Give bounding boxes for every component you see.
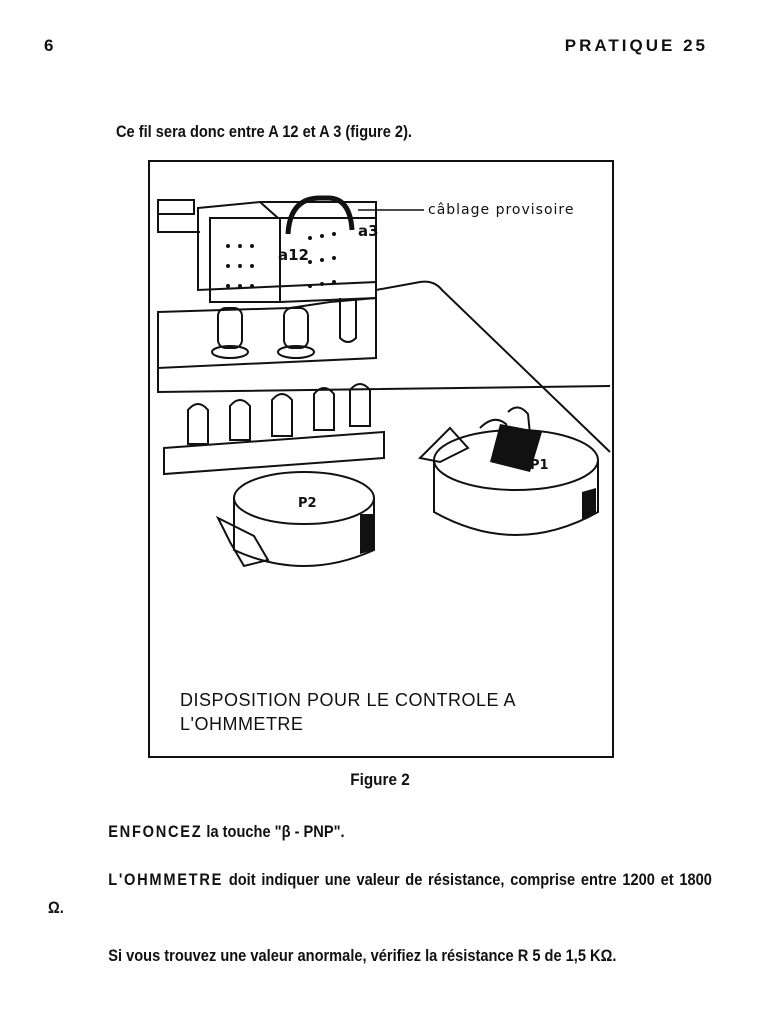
inner-caption-line-1: DISPOSITION POUR LE CONTROLE A (180, 690, 517, 710)
page-number: 6 (44, 36, 55, 55)
figure-frame (148, 160, 614, 758)
abnormal-value-paragraph: Si vous trouvez une valeur anormale, vérifiez la résistance R 5 de 1,5 KΩ. (108, 946, 617, 965)
terminal-a3-label: a3 (358, 222, 379, 240)
terminal-a12-label: a12 (278, 246, 309, 264)
pot-p1-label: P1 (530, 458, 549, 473)
running-title: PRATIQUE 25 (564, 36, 708, 55)
ohmmeter-paragraph (48, 866, 712, 922)
press-key-text: la touche "β - PNP". (202, 822, 345, 841)
press-key-lead: ENFONCEZ (108, 822, 203, 841)
inner-caption-line-2: L'OHMMETRE (180, 714, 304, 734)
intro-paragraph: Ce fil sera donc entre A 12 et A 3 (figure 2). (116, 122, 413, 141)
figure-caption: Figure 2 (350, 770, 410, 789)
ohmmeter-text: doit indiquer une valeur de résistance, comprise entre 1200 et 1800 Ω. (48, 870, 712, 917)
figure-inner-caption (180, 688, 516, 736)
wiring-label: câblage provisoire (428, 202, 575, 218)
ohmmeter-lead: L'OHMMETRE (108, 870, 224, 889)
pot-p2-label: P2 (298, 496, 317, 511)
press-key-paragraph (48, 818, 619, 846)
